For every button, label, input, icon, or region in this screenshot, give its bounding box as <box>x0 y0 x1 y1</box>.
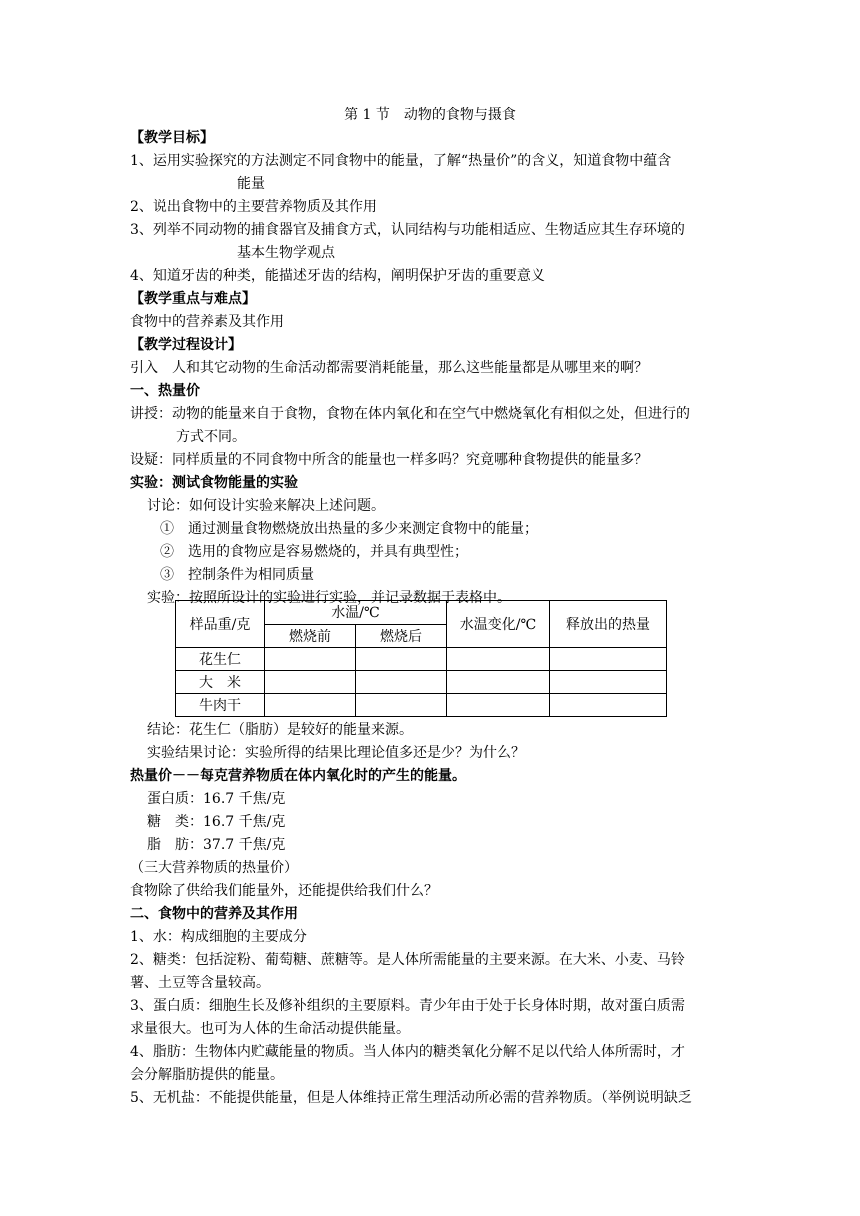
table-cell <box>550 694 667 717</box>
table-cell <box>447 671 550 694</box>
step-item: ② 选用的食物应是容易燃烧的，并具有典型性； <box>160 544 468 560</box>
header-before-burning: 燃烧前 <box>265 624 356 648</box>
row-label: 大 米 <box>176 671 265 694</box>
table-cell <box>550 671 667 694</box>
nutrient-item: 2、糖类：包括淀粉、葡萄糖、蔗糖等。是人体所需能量的主要来源。在大米、小麦、马铃 <box>130 952 685 968</box>
discussion-line: 讨论：如何设计实验来解决上述问题。 <box>147 498 385 514</box>
table-cell <box>447 694 550 717</box>
goal-item: 基本生物学观点 <box>237 245 335 261</box>
nutrient-item: 会分解脂肪提供的能量。 <box>130 1067 284 1083</box>
table-cell <box>265 694 356 717</box>
nutrient-item: 4、脂肪：生物体内贮藏能量的物质。当人体内的糖类氧化分解不足以代给人体所需时，才 <box>130 1044 685 1060</box>
heat-value-item: 蛋白质：16.7 千焦/克 <box>147 791 286 807</box>
key-text: 食物中的营养素及其作用 <box>130 314 284 330</box>
header-after-burning: 燃烧后 <box>356 624 447 648</box>
experiment-table <box>175 600 667 717</box>
goal-item: 4、知道牙齿的种类，能描述牙齿的结构，阐明保护牙齿的重要意义 <box>130 268 545 284</box>
goal-item: 能量 <box>237 176 265 192</box>
lecture-line: 讲授：动物的能量来自于食物，食物在体内氧化和在空气中燃烧氧化有相似之处，但进行的 <box>130 406 690 422</box>
step-item: ① 通过测量食物燃烧放出热量的多少来测定食物中的能量； <box>160 521 538 537</box>
result-discussion-line: 实验结果讨论：实验所得的结果比理论值多还是少？为什么？ <box>147 745 525 761</box>
header-sample: 样品重/克 <box>176 601 265 648</box>
goal-item: 2、说出食物中的主要营养物质及其作用 <box>130 199 377 215</box>
row-label: 牛肉干 <box>176 694 265 717</box>
lecture-line: 方式不同。 <box>176 429 246 445</box>
heat-value-item: 脂 肪：37.7 千焦/克 <box>147 837 286 853</box>
header-temp-change: 水温变化/℃ <box>447 601 550 648</box>
experiment-heading: 实验：测试食物能量的实验 <box>130 475 298 491</box>
table-cell <box>550 648 667 671</box>
heat-value-caption: （三大营养物质的热量价） <box>130 860 298 876</box>
question-line: 设疑：同样质量的不同食物中所含的能量也一样多吗？究竟哪种食物提供的能量多？ <box>130 452 648 468</box>
table-cell <box>356 694 447 717</box>
table-row <box>176 694 667 717</box>
intro-line: 引入 人和其它动物的生命活动都需要消耗能量，那么这些能量都是从哪里来的啊？ <box>130 360 648 376</box>
goal-item: 1、运用实验探究的方法测定不同食物中的能量，了解“热量价”的含义，知道食物中蕴含 <box>130 153 672 169</box>
header-water-temp: 水温/℃ <box>265 601 447 625</box>
table-cell <box>356 648 447 671</box>
table-row <box>176 648 667 671</box>
section-heading-heat: 一、热量价 <box>130 383 200 399</box>
goals-heading: 【教学目标】 <box>130 130 214 146</box>
table-cell <box>265 671 356 694</box>
nutrient-item: 薯、土豆等含量较高。 <box>130 975 270 991</box>
key-heading: 【教学重点与难点】 <box>130 291 256 307</box>
table-cell <box>265 648 356 671</box>
nutrient-item: 1、水：构成细胞的主要成分 <box>130 929 307 945</box>
conclusion-line: 结论：花生仁（脂肪）是较好的能量来源。 <box>147 722 413 738</box>
experiment-line: 实验：按照所设计的实验进行实验，并记录数据于表格中。 <box>147 590 511 606</box>
section-heading-nutrition: 二、食物中的营养及其作用 <box>130 906 298 922</box>
nutrient-item: 5、无机盐：不能提供能量，但是人体维持正常生理活动所必需的营养物质。（举例说明缺乏 <box>130 1090 692 1106</box>
nutrient-item: 3、蛋白质：细胞生长及修补组织的主要原料。青少年由于处于长身体时期，故对蛋白质需 <box>130 998 685 1014</box>
page-title: 第 1 节 动物的食物与摄食 <box>344 107 516 123</box>
transition-line: 食物除了供给我们能量外，还能提供给我们什么？ <box>130 883 438 899</box>
heat-value-definition: 热量价－－每克营养物质在体内氧化时的产生的能量。 <box>130 768 466 784</box>
table-cell <box>447 648 550 671</box>
nutrient-item: 求量很大。也可为人体的生命活动提供能量。 <box>130 1021 410 1037</box>
heat-value-item: 糖 类：16.7 千焦/克 <box>147 814 286 830</box>
process-heading: 【教学过程设计】 <box>130 337 242 353</box>
goal-item: 3、列举不同动物的捕食器官及捕食方式，认同结构与功能相适应、生物适应其生存环境的 <box>130 222 685 238</box>
step-item: ③ 控制条件为相同质量 <box>160 567 314 583</box>
header-heat-released: 释放出的热量 <box>550 601 667 648</box>
table-cell <box>356 671 447 694</box>
table-row <box>176 671 667 694</box>
row-label: 花生仁 <box>176 648 265 671</box>
